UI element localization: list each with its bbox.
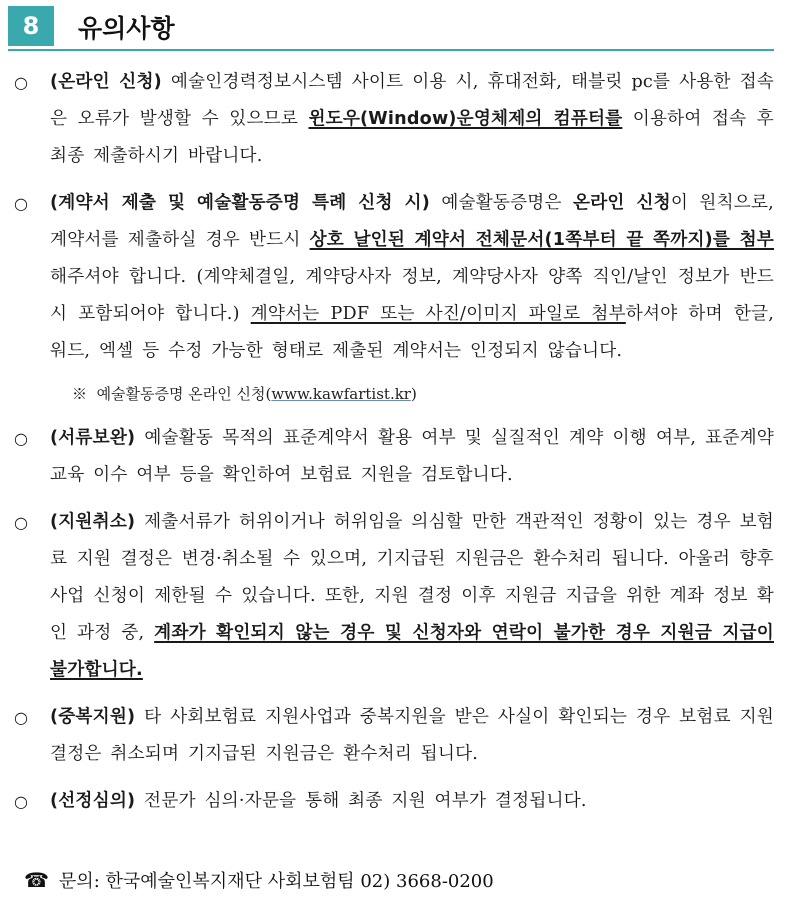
item-heading: (중복지원) <box>50 707 136 727</box>
emphasis-text: 윈도우(Window)운영체제의 컴퓨터를 <box>308 109 623 129</box>
notice-item-review: ○ (선정심의) 전문가 심의·자문을 통해 최종 지원 여부가 결정됩니다. <box>12 783 774 820</box>
item-heading: (계약서 제출 및 예술활동증명 특례 신청 시) <box>50 193 430 213</box>
notice-item-supplement: ○ (서류보완) 예술활동 목적의 표준계약서 활용 여부 및 실질적인 계약 이행 여부, 표준계약교육 이수 여부 등을 확인하여 보험료 지원을 검토합니다. <box>12 420 774 494</box>
contact-text: 문의: 한국예술인복지재단 사회보험팀 02) 3668-0200 <box>58 871 494 892</box>
notice-item-duplicate: ○ (중복지원) 타 사회보험료 지원사업과 중복지원을 받은 사실이 확인되는 경우 보험료 지원 결정은 취소되며 기지급된 지원금은 환수처리 됩니다. <box>12 699 774 773</box>
website-link[interactable]: www.kawfartist.kr <box>271 385 411 403</box>
circle-bullet-icon: ○ <box>14 513 28 532</box>
emphasis-text: 상호 날인된 계약서 전체문서(1쪽부터 끝 쪽까지)를 첨부 <box>309 230 774 250</box>
phone-icon: ☎ <box>24 868 49 892</box>
emphasis-text: 온라인 신청 <box>573 193 671 213</box>
item-heading: (온라인 신청) <box>50 72 162 92</box>
item-heading: (선정심의) <box>50 791 136 811</box>
reference-note: ※ 예술활동증명 온라인 신청(www.kawfartist.kr) <box>72 385 417 403</box>
section-divider <box>8 49 774 51</box>
circle-bullet-icon: ○ <box>14 429 28 448</box>
circle-bullet-icon: ○ <box>14 708 28 727</box>
item-heading: (서류보완) <box>50 428 136 448</box>
underlined-text: 계약서는 PDF 또는 사진/이미지 파일로 첨부 <box>250 304 626 324</box>
notice-item-contract: ○ (계약서 제출 및 예술활동증명 특례 신청 시) 예술활동증명은 온라인 신청이 원칙으로, 계약서를 제출하실 경우 반드시 상호 날인된 계약서 전체문서(1쪽부터 끝 쪽까지)를 첨부해주셔야 합니다. (계약체결일, 계약당사자 정보, 계약당사자 양쪽 직인/날인 정보가 반드시 포함되어야 합니다.) 계약서는 PDF 또는 사진/이미지 파일로 첨부하셔야 하며 한글, 워드, 엑셀 등 수정 가능한 형태로 제출된 계약서는 인정되지 않습니다. <box>12 185 774 370</box>
note-mark: ※ <box>72 385 88 403</box>
notice-list <box>12 64 774 830</box>
item-heading: (지원취소) <box>50 512 136 532</box>
section-number-badge: 8 <box>8 6 54 46</box>
circle-bullet-icon: ○ <box>14 792 28 811</box>
contact-line <box>24 866 494 896</box>
section-header <box>8 6 774 50</box>
notice-item-online: ○ (온라인 신청) 예술인경력정보시스템 사이트 이용 시, 휴대전화, 태블릿 pc를 사용한 접속은 오류가 발생할 수 있으므로 윈도우(Window)운영체제의 컴퓨터를 이용하여 접속 후 최종 제출하시기 바랍니다. <box>12 64 774 175</box>
circle-bullet-icon: ○ <box>14 73 28 92</box>
emphasis-text: 계좌가 확인되지 않는 경우 및 신청자와 연락이 불가한 경우 지원금 지급이 불가합니다. <box>50 623 775 680</box>
section-title: 유의사항 <box>78 14 175 43</box>
notice-item-cancellation: ○ (지원취소) 제출서류가 허위이거나 허위임을 의심할 만한 객관적인 정황이 있는 경우 보험료 지원 결정은 변경·취소될 수 있으며, 기지급된 지원금은 환수처리 됩니다. 아울러 향후 사업 신청이 제한될 수 있습니다. 또한, 지원 결정 이후 지원금 지급을 위한 계좌 정보 확인 과정 중, 계좌가 확인되지 않는 경우 및 신청자와 연락이 불가한 경우 지원금 지급이 불가합니다. <box>12 504 774 689</box>
circle-bullet-icon: ○ <box>14 194 28 213</box>
